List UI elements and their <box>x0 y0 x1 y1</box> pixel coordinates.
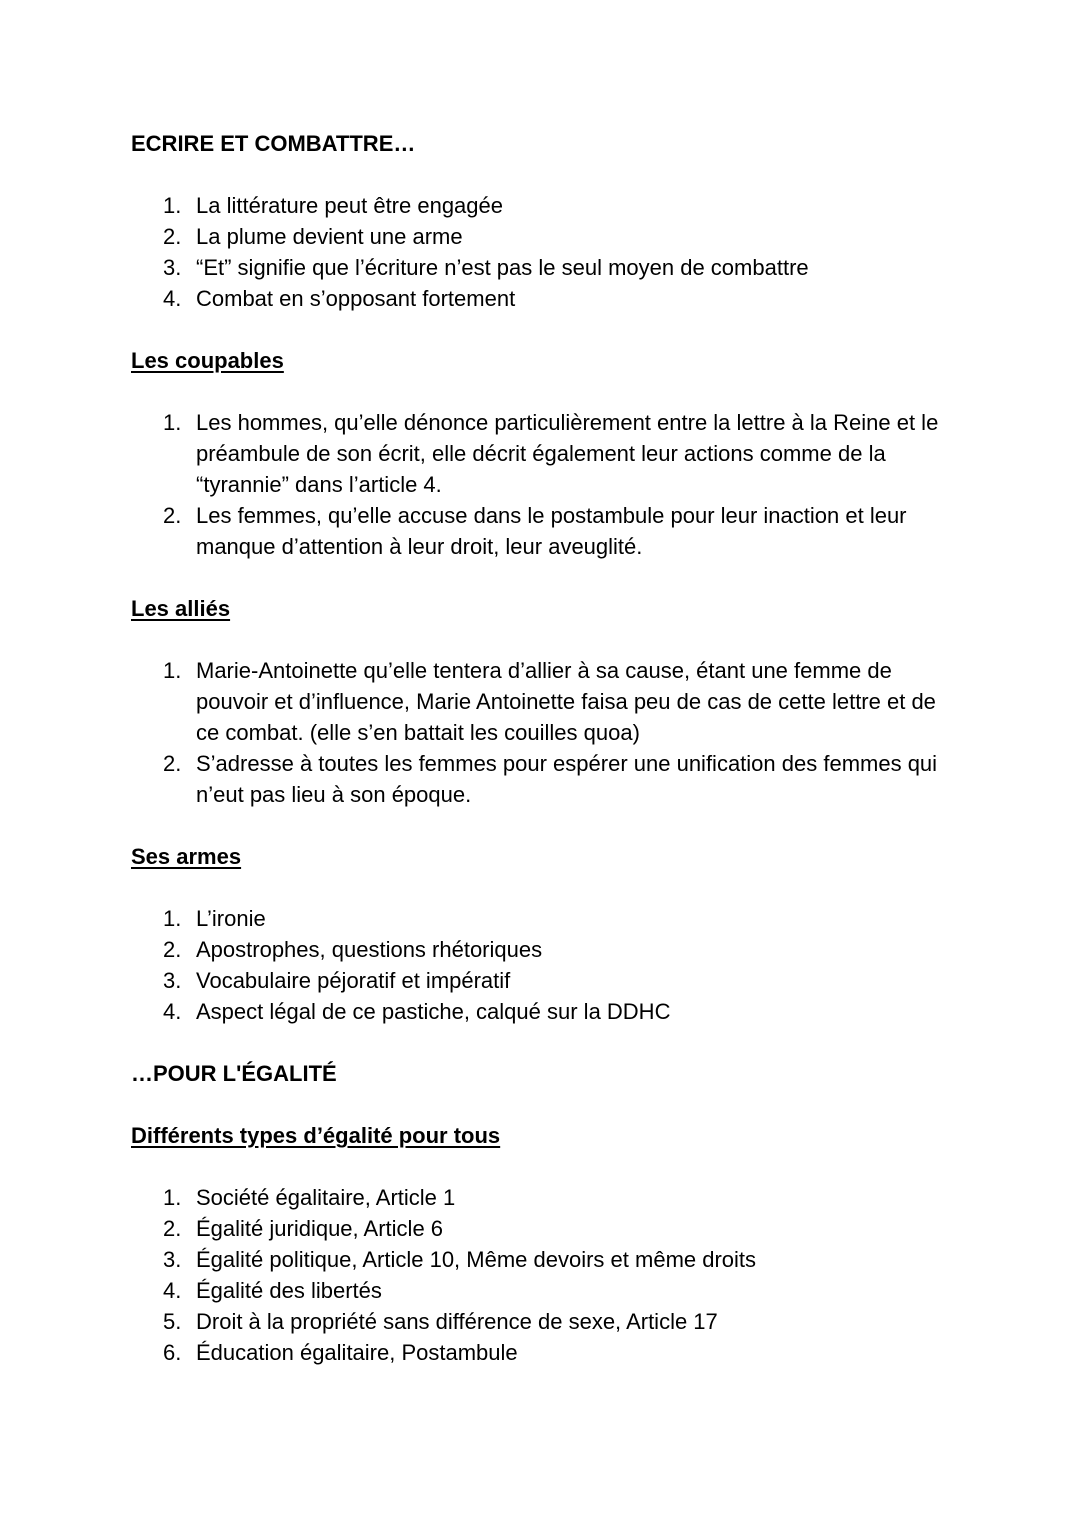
list-number: 2. <box>163 751 182 776</box>
list-number: 2. <box>163 224 182 249</box>
list-number: 3. <box>163 255 182 280</box>
list-item-text: Combat en s’opposant fortement <box>196 286 516 311</box>
list-item-text: Égalité des libertés <box>196 1278 382 1303</box>
list-ecrire <box>131 190 951 314</box>
list-item <box>131 252 951 283</box>
list-item <box>131 190 951 221</box>
list-number: 2. <box>163 937 182 962</box>
list-number: 4. <box>163 286 182 311</box>
list-coupables <box>131 407 951 562</box>
list-item <box>131 965 951 996</box>
section-title-egalite: …POUR L'ÉGALITÉ <box>131 1061 337 1086</box>
list-item-text: Les femmes, qu’elle accuse dans le postambule pour leur inaction et leur manque d’attention à leur droit, leur aveuglité. <box>196 503 907 559</box>
list-item <box>131 996 951 1027</box>
subheading-coupables: Les coupables <box>131 348 284 373</box>
list-item <box>131 934 951 965</box>
list-item <box>131 283 951 314</box>
list-item-text: La littérature peut être engagée <box>196 193 504 218</box>
subheading-egalite: Différents types d’égalité pour tous <box>131 1123 501 1148</box>
document-page <box>131 128 951 1368</box>
list-number: 3. <box>163 968 182 993</box>
list-item-text: Vocabulaire péjoratif et impératif <box>196 968 511 993</box>
list-number: 3. <box>163 1247 182 1272</box>
section-title-ecrire: ECRIRE ET COMBATTRE… <box>131 131 416 156</box>
list-number: 6. <box>163 1340 182 1365</box>
list-item-text: “Et” signifie que l’écriture n’est pas le seul moyen de combattre <box>196 255 809 280</box>
list-number: 1. <box>163 658 182 683</box>
subheading-armes: Ses armes <box>131 844 242 869</box>
list-number: 4. <box>163 1278 182 1303</box>
list-item-text: Éducation égalitaire, Postambule <box>196 1340 518 1365</box>
list-number: 5. <box>163 1309 182 1334</box>
list-item <box>131 1337 951 1368</box>
list-number: 4. <box>163 999 182 1024</box>
list-item-text: Société égalitaire, Article 1 <box>196 1185 456 1210</box>
list-number: 1. <box>163 193 182 218</box>
list-allies <box>131 655 951 810</box>
list-item-text: Les hommes, qu’elle dénonce particulièrement entre la lettre à la Reine et le préambule de son écrit, elle décrit également leur actions comme de la “tyrannie” dans l’article 4. <box>196 410 939 497</box>
list-number: 1. <box>163 410 182 435</box>
list-item <box>131 1213 951 1244</box>
list-item-text: La plume devient une arme <box>196 224 463 249</box>
list-item <box>131 500 951 562</box>
list-item <box>131 1182 951 1213</box>
list-item <box>131 221 951 252</box>
list-item-text: Aspect légal de ce pastiche, calqué sur la DDHC <box>196 999 671 1024</box>
subheading-allies: Les alliés <box>131 596 231 621</box>
list-egalite <box>131 1182 951 1368</box>
list-item <box>131 655 951 748</box>
list-number: 2. <box>163 1216 182 1241</box>
list-item <box>131 1275 951 1306</box>
list-item-text: L’ironie <box>196 906 266 931</box>
list-item-text: S’adresse à toutes les femmes pour espérer une unification des femmes qui n’eut pas lieu à son époque. <box>196 751 938 807</box>
list-number: 2. <box>163 503 182 528</box>
list-item-text: Égalité politique, Article 10, Même devoirs et même droits <box>196 1247 757 1272</box>
list-number: 1. <box>163 906 182 931</box>
list-item <box>131 903 951 934</box>
list-item <box>131 1306 951 1337</box>
list-item <box>131 1244 951 1275</box>
list-item-text: Apostrophes, questions rhétoriques <box>196 937 543 962</box>
list-item <box>131 748 951 810</box>
list-item-text: Droit à la propriété sans différence de sexe, Article 17 <box>196 1309 718 1334</box>
list-item <box>131 407 951 500</box>
list-armes <box>131 903 951 1027</box>
list-item-text: Égalité juridique, Article 6 <box>196 1216 444 1241</box>
list-item-text: Marie-Antoinette qu’elle tentera d’allier à sa cause, étant une femme de pouvoir et d’influence, Marie Antoinette faisa peu de cas de cette lettre et de ce combat. (elle s’en battait les couilles quoa) <box>196 658 936 745</box>
list-number: 1. <box>163 1185 182 1210</box>
